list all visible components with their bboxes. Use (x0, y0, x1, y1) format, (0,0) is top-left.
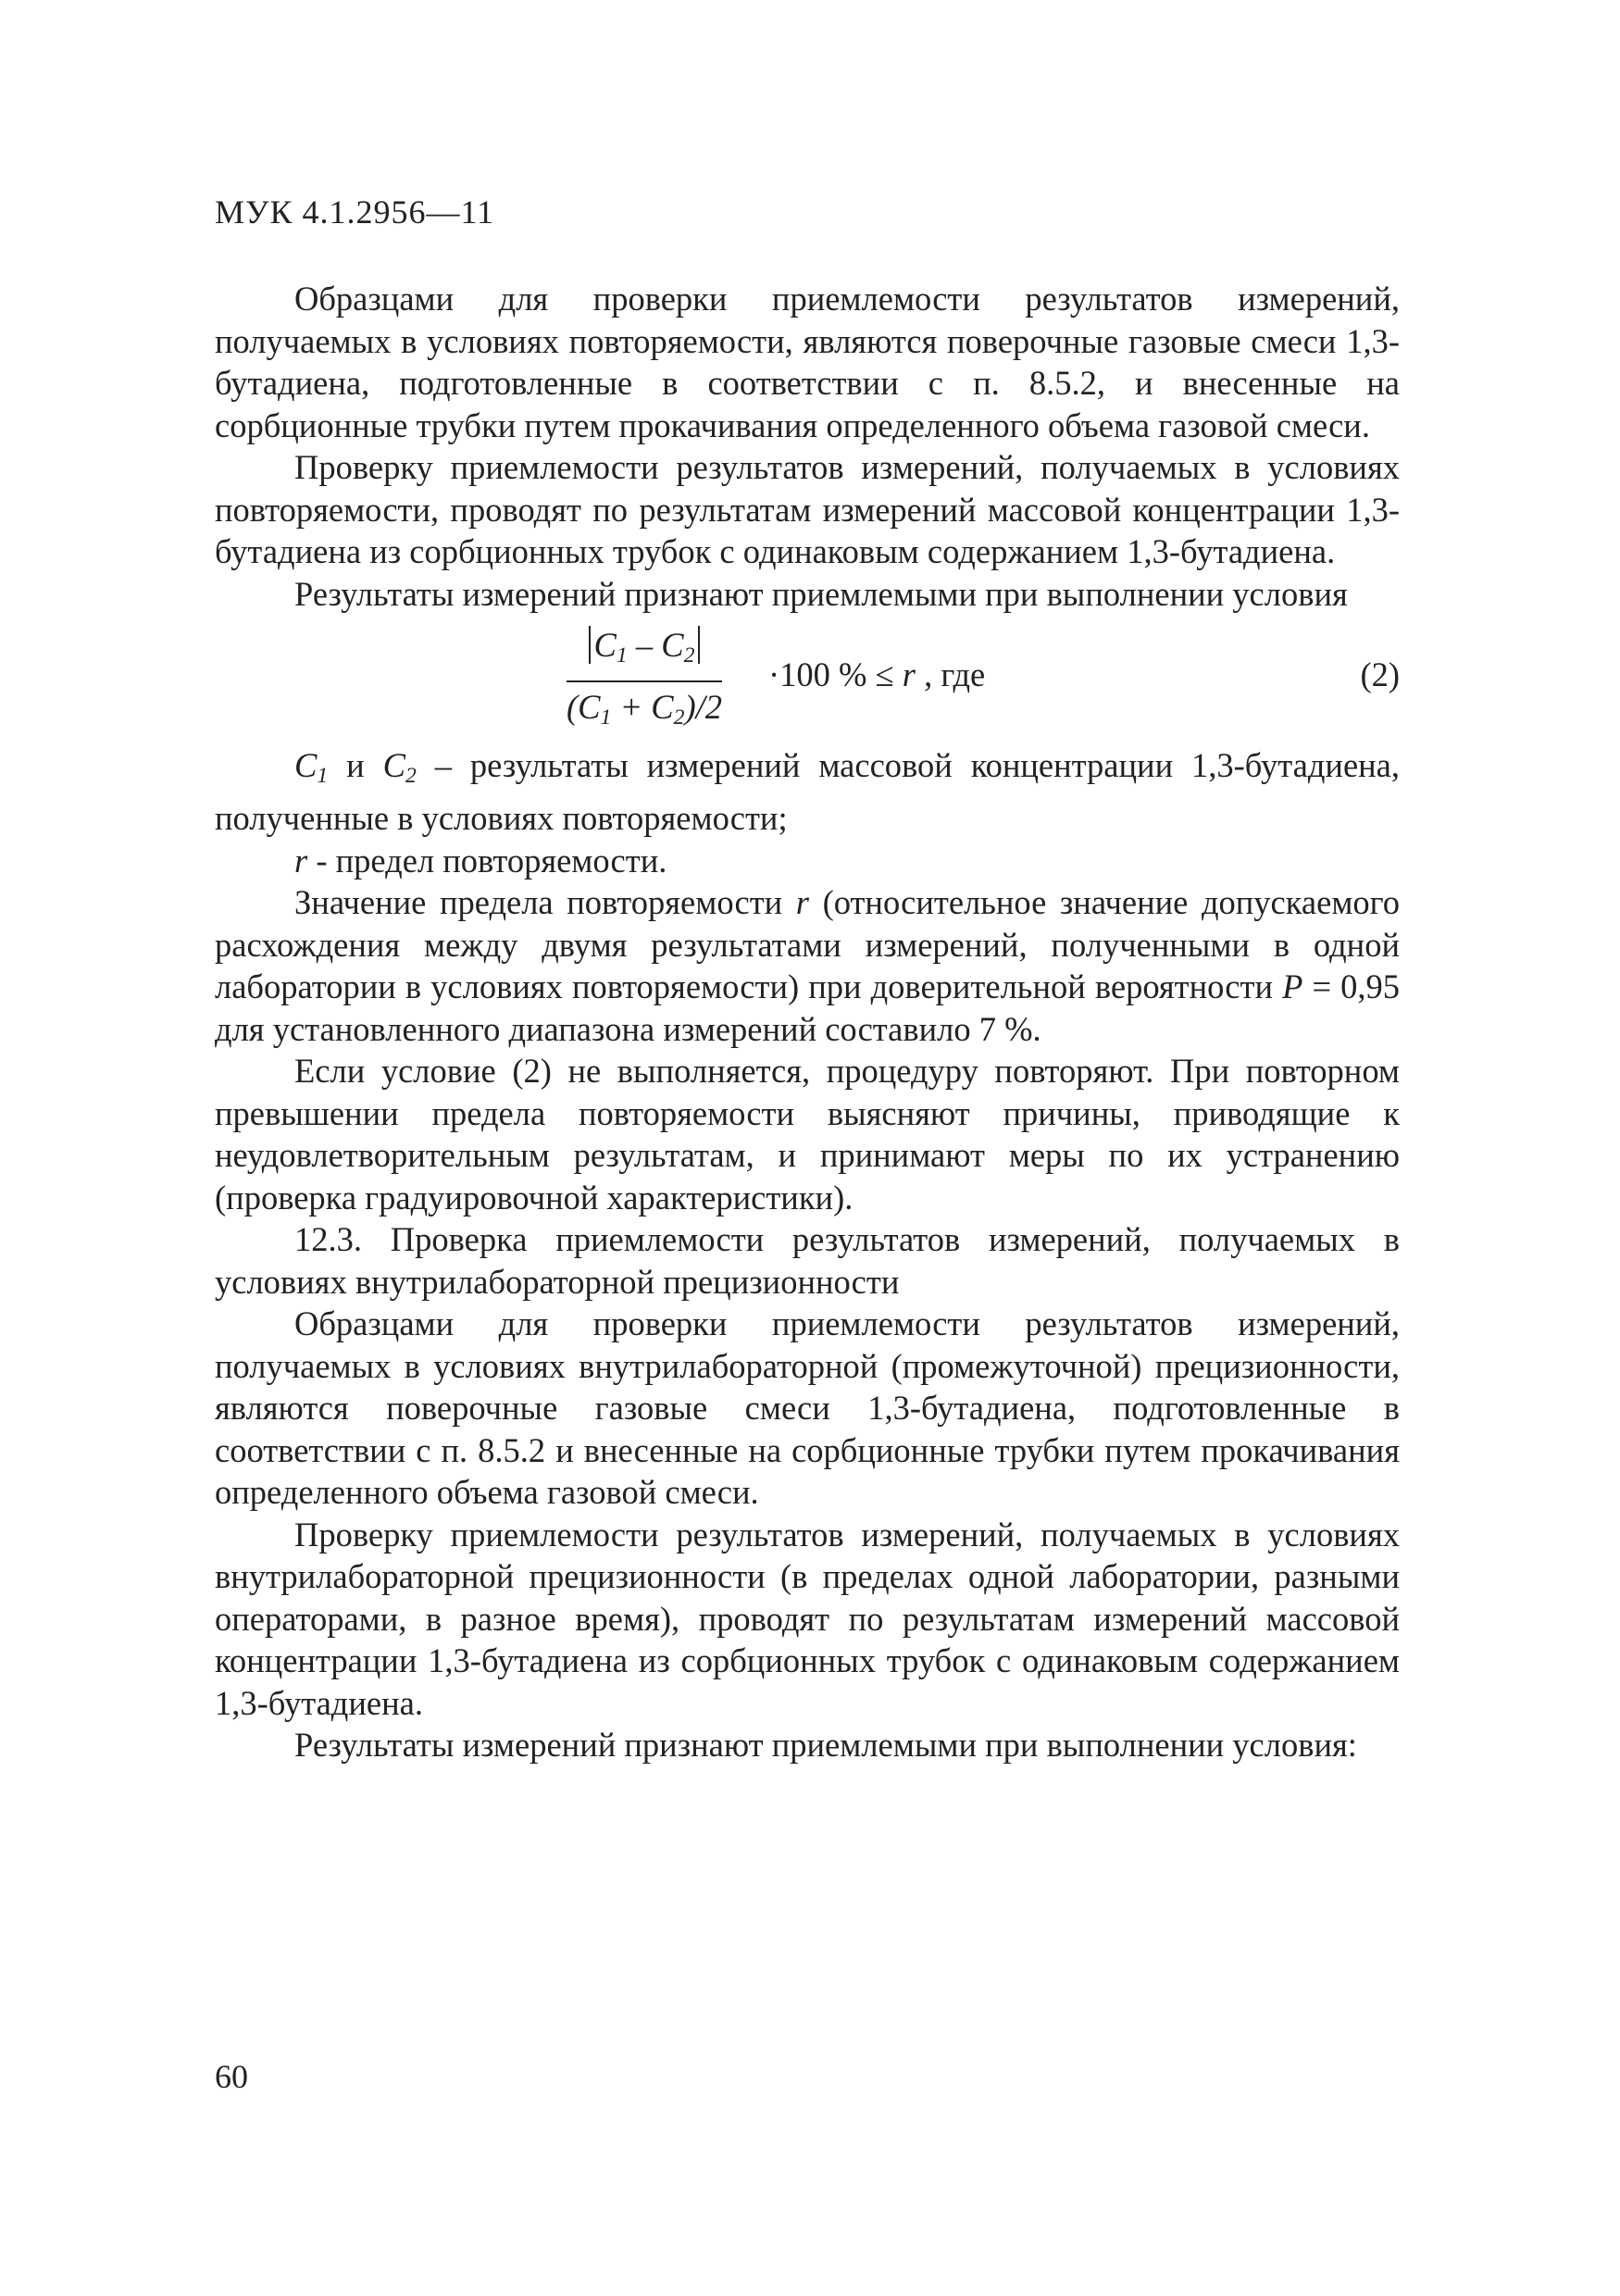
running-header: МУК 4.1.2956—11 (215, 193, 495, 231)
formula-number: (2) (1360, 655, 1400, 693)
paragraph-condition-intro: Результаты измерений признают приемлемыми при выполнении условия (294, 574, 1348, 613)
paragraph-check-repeatability: Проверку приемлемости результатов измерений, получаемых в условиях повторяемости, проводят по результатам измерений массовой концентрации 1,3-бутадиена из сорбционных трубок с одинаковым содержанием 1,3-бутадиена. (215, 448, 1400, 570)
section-heading-12-3: 12.3. Проверка приемлемости результатов измерений, получаемых в условиях внутрилабораторной прецизионности (215, 1220, 1400, 1301)
formula-denominator: $(C_1 + C_2)/2$ (567, 688, 722, 730)
paragraph-condition-not-met: Если условие (2) не выполняется, процедуру повторяют. При повторном превышении предела повторяемости выясняют причины, приводящие к неудовлетворительным результатам, и принимают меры по их устранению (проверка градуировочной характеристики). (215, 1052, 1400, 1217)
formula-fraction (567, 624, 722, 740)
paragraph-repeatability-limit: Значение предела повторяемости r (относительное значение допускаемого расхождения между двумя результатами измерений, полученными в одной лаборатории в условиях повторяемости) при доверительной вероятности P = 0,95 для установленного диапазона измерений составило 7 %. (215, 883, 1400, 1048)
paragraph-check-intralab: Проверку приемлемости результатов измерений, получаемых в условиях внутрилабораторной прецизионности (в пределах одной лаборатории, разными операторами, в разное время), проводят по результатам измерений массовой концентрации 1,3-бутадиена из сорбционных трубок с одинаковым содержанием 1,3-бутадиена. (215, 1515, 1400, 1722)
paragraph-samples-intralab: Образцами для проверки приемлемости результатов измерений, получаемых в условиях внутрилабораторной (промежуточной) прецизионности, являются поверочные газовые смеси 1,3-бутадиена, подготовленные в соответствии с п. 8.5.2 и внесенные на сорбционные трубки путем прокачивания определенного объема газовой смеси. (215, 1304, 1400, 1512)
paragraph-c1-c2-definition: $C_1$ и $C_2$ – результаты измерений массовой концентрации 1,3-бутадиена, полученные в условиях повторяемости; (215, 746, 1400, 838)
formula-2 (215, 618, 1400, 737)
page-number: 60 (215, 2058, 248, 2095)
formula-tail: ·100 % ≤ r , где (768, 655, 986, 693)
paragraph-r-definition: r - предел повторяемости. (294, 841, 667, 880)
formula-numerator: $C_1 - C_2$ (567, 624, 722, 682)
paragraph-condition-intro-2: Результаты измерений признают приемлемыми при выполнении условия: (294, 1726, 1357, 1765)
paragraph-samples-repeatability: Образцами для проверки приемлемости результатов измерений, получаемых в условиях повторяемости, являются поверочные газовые смеси 1,3-бутадиена, подготовленные в соответствии с п. 8.5.2, и внесенные на сорбционные трубки путем прокачивания определенного объема газовой смеси. (215, 280, 1400, 444)
body-text (215, 278, 1400, 1766)
